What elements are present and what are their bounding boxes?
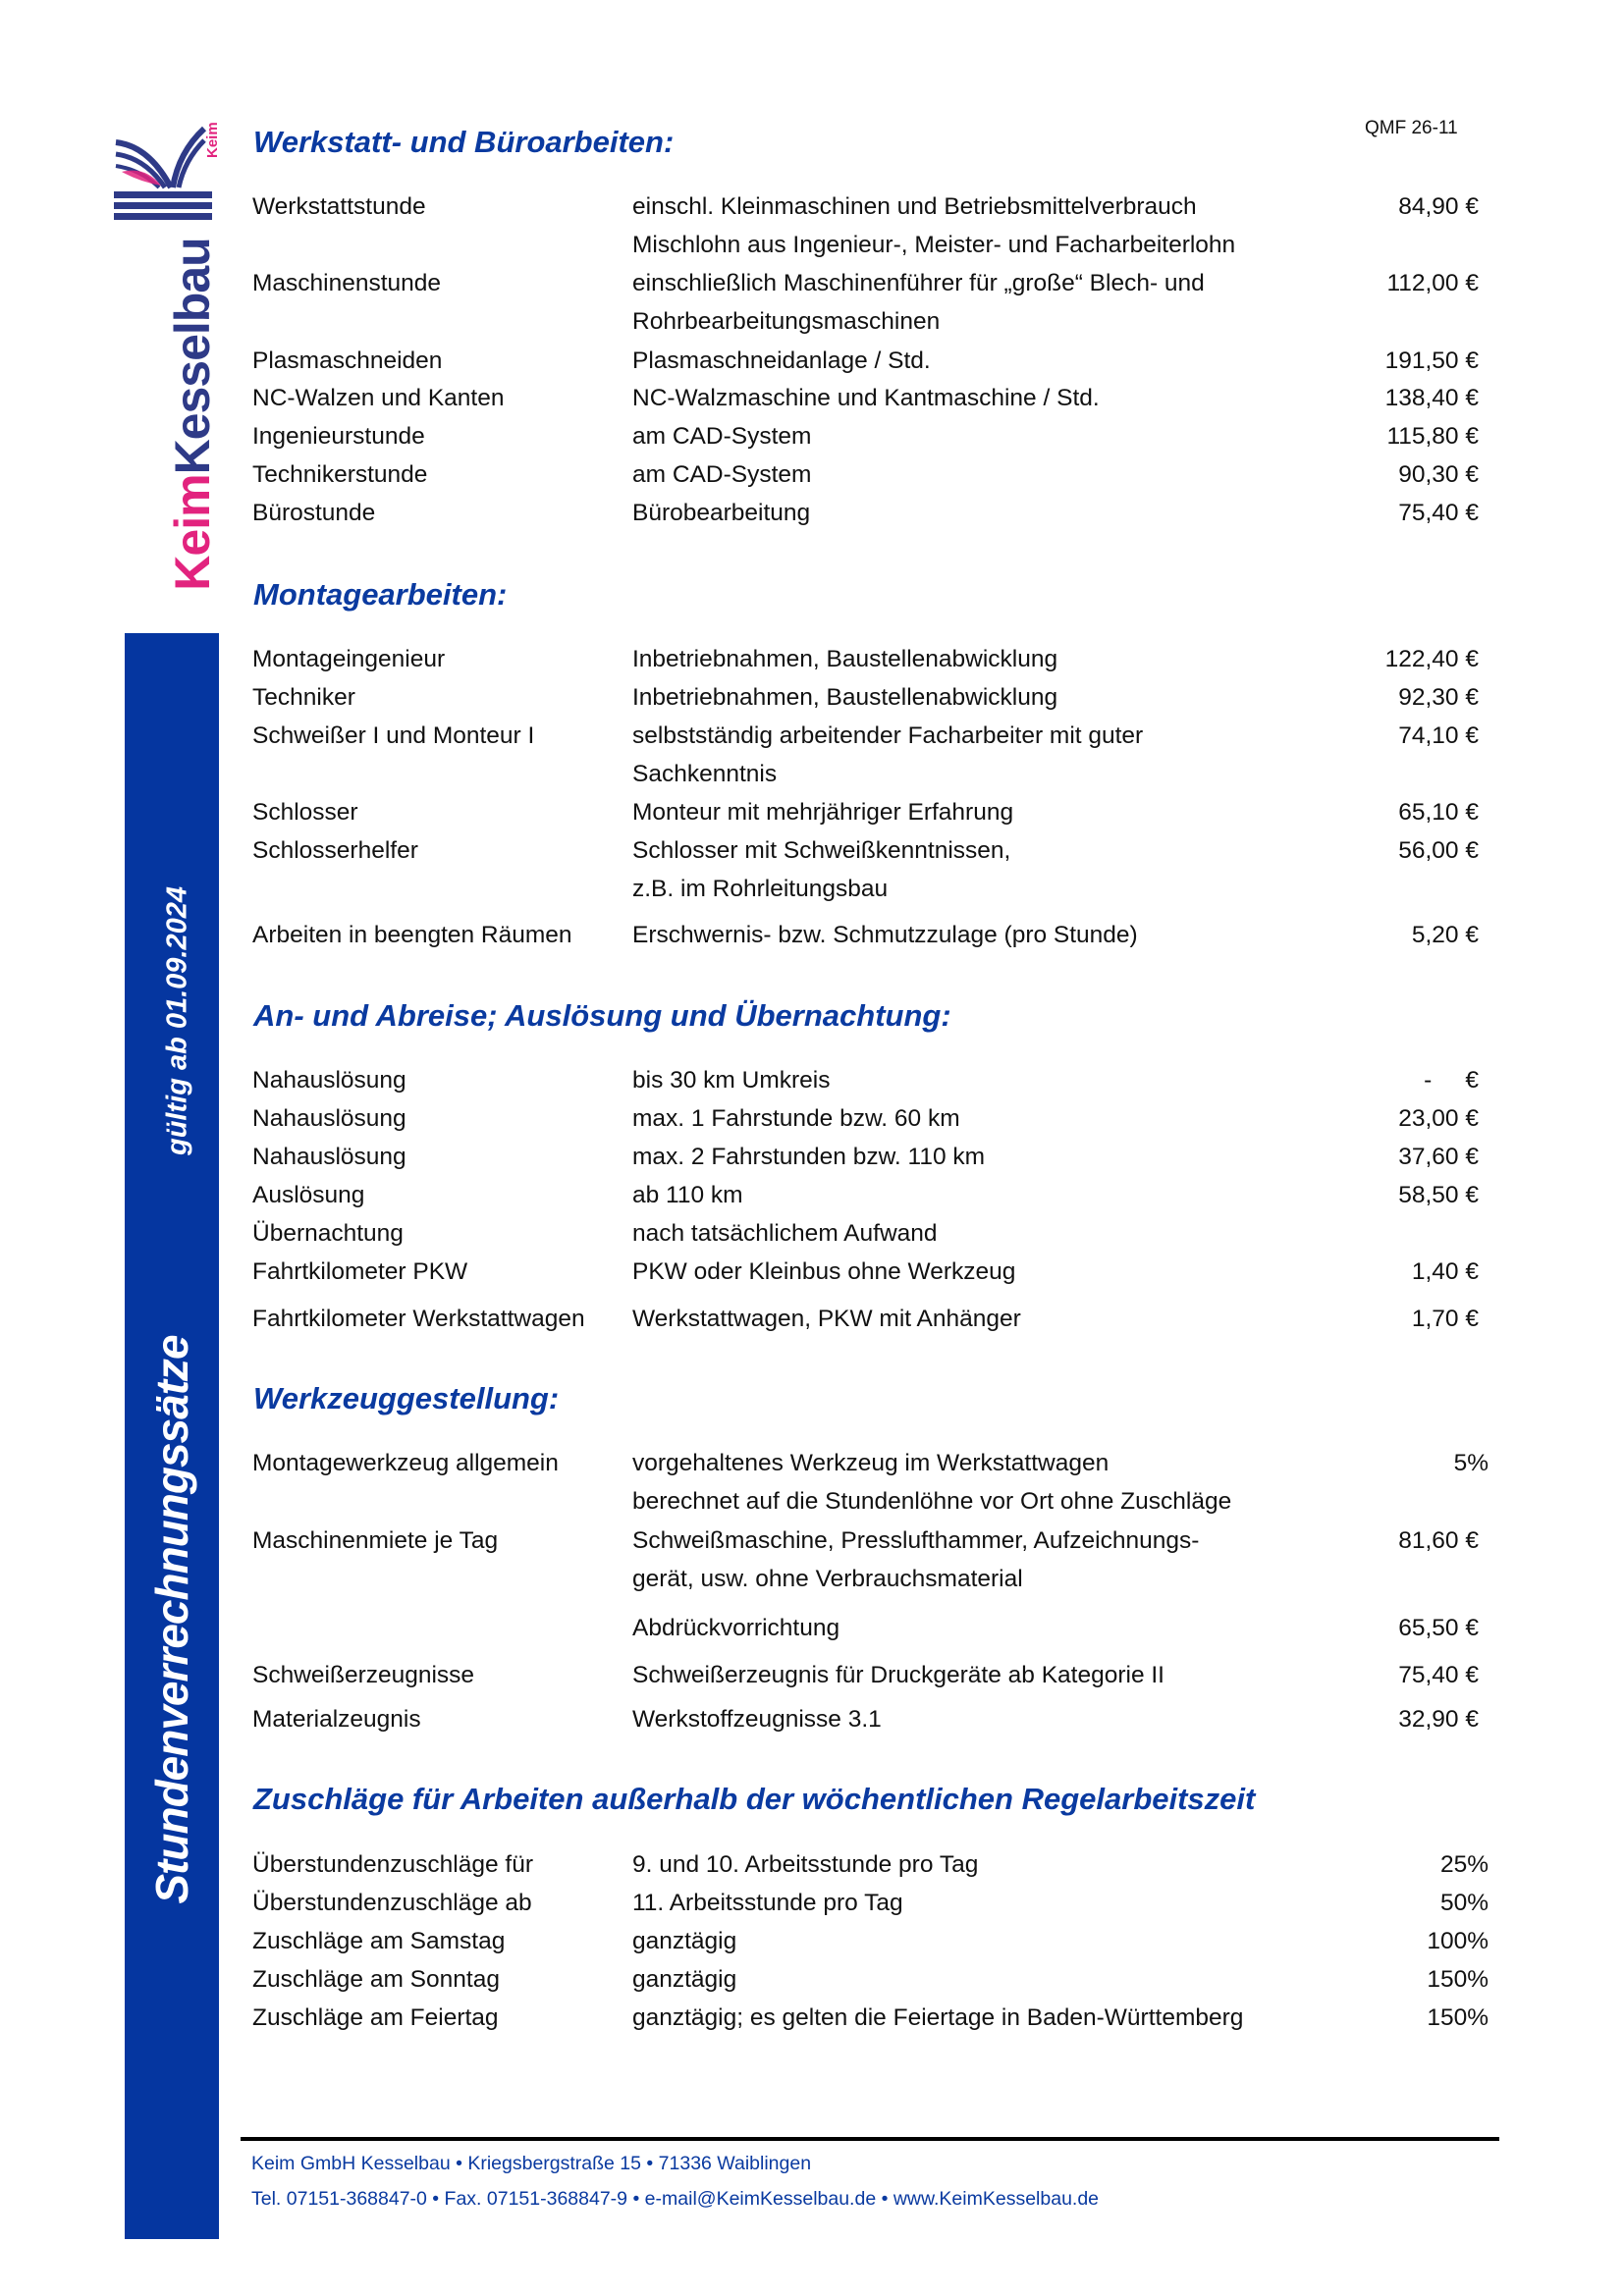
rate-row — [0, 1219, 1624, 1249]
rate-label: Bürostunde — [252, 500, 376, 526]
rate-row — [0, 1181, 1624, 1210]
rate-value: 37,60 € — [1398, 1144, 1479, 1170]
rate-value: - € — [1424, 1067, 1479, 1094]
rate-value: 122,40 € — [1384, 646, 1479, 672]
rate-value: 5% — [1453, 1450, 1489, 1476]
rate-row — [0, 460, 1624, 490]
rate-description: Schweißerzeugnis für Druckgeräte ab Kategorie II — [632, 1662, 1164, 1688]
rate-row — [0, 1526, 1624, 1556]
rate-description: selbstständig arbeitender Facharbeiter mit guter — [632, 722, 1144, 749]
rate-description: PKW oder Kleinbus ohne Werkzeug — [632, 1258, 1016, 1285]
rate-description: Mischlohn aus Ingenieur-, Meister- und Facharbeiterlohn — [632, 232, 1236, 258]
rate-value: 25% — [1439, 1851, 1489, 1878]
rate-value: 75,40 € — [1398, 1662, 1479, 1688]
rate-row — [0, 836, 1624, 866]
rate-row — [0, 760, 1624, 789]
rate-row — [0, 921, 1624, 950]
rate-value: 150% — [1427, 1966, 1489, 1993]
rate-description: Schweißmaschine, Presslufthammer, Aufzeichnungs- — [632, 1527, 1200, 1554]
rate-description: Erschwernis- bzw. Schmutzzulage (pro Stunde) — [632, 922, 1138, 948]
rate-description: z.B. im Rohrleitungsbau — [632, 876, 889, 902]
rate-value: 84,90 € — [1398, 193, 1479, 220]
rate-row — [0, 192, 1624, 222]
footer-divider — [241, 2137, 1499, 2141]
rate-value: 100% — [1427, 1928, 1489, 1954]
rate-row — [0, 1143, 1624, 1172]
rate-description: ganztägig — [632, 1966, 737, 1993]
logo-word-keim: Keim — [165, 474, 220, 591]
rate-description: einschl. Kleinmaschinen und Betriebsmittelverbrauch — [632, 193, 1197, 220]
rate-description: 9. und 10. Arbeitsstunde pro Tag — [632, 1851, 979, 1878]
rate-row — [0, 1257, 1624, 1287]
rate-label: Fahrtkilometer PKW — [252, 1258, 468, 1285]
rate-value: 74,10 € — [1398, 722, 1479, 749]
rate-value: 32,90 € — [1398, 1706, 1479, 1733]
rate-value: 138,40 € — [1384, 385, 1479, 411]
rate-value: 5,20 € — [1411, 922, 1479, 948]
rate-description: 11. Arbeitsstunde pro Tag — [632, 1890, 903, 1916]
rate-description: bis 30 km Umkreis — [632, 1067, 831, 1094]
rate-description: Abdrückvorrichtung — [632, 1615, 840, 1641]
rate-description: Monteur mit mehrjähriger Erfahrung — [632, 799, 1014, 826]
rate-row — [0, 875, 1624, 904]
section-heading: Zuschläge für Arbeiten außerhalb der wöchentlichen Regelarbeitszeit — [253, 1782, 1256, 1816]
rate-label: Schweißerzeugnisse — [252, 1662, 475, 1688]
rate-row — [0, 645, 1624, 674]
rate-row — [0, 1614, 1624, 1643]
rate-row — [0, 499, 1624, 528]
rate-label: Ingenieurstunde — [252, 423, 425, 450]
rate-description: Schlosser mit Schweißkenntnissen, — [632, 837, 1011, 864]
rate-description: Bürobearbeitung — [632, 500, 811, 526]
rate-label: Nahauslösung — [252, 1144, 406, 1170]
rate-row — [0, 1305, 1624, 1334]
rate-label: Schlosser — [252, 799, 358, 826]
rate-value: 90,30 € — [1398, 461, 1479, 488]
section-heading: Montagearbeiten: — [253, 577, 508, 612]
rate-row — [0, 721, 1624, 751]
rate-value: 65,50 € — [1398, 1615, 1479, 1641]
rate-description: Werkstoffzeugnisse 3.1 — [632, 1706, 882, 1733]
rate-label: Nahauslösung — [252, 1105, 406, 1132]
rate-value: 56,00 € — [1398, 837, 1479, 864]
rate-label: Fahrtkilometer Werkstattwagen — [252, 1306, 585, 1332]
rate-row — [0, 347, 1624, 376]
rate-description: Rohrbearbeitungsmaschinen — [632, 308, 941, 335]
rate-row — [0, 1661, 1624, 1690]
rate-label: Technikerstunde — [252, 461, 428, 488]
rate-label: Maschinenmiete je Tag — [252, 1527, 499, 1554]
rate-description: NC-Walzmaschine und Kantmaschine / Std. — [632, 385, 1100, 411]
rate-row — [0, 422, 1624, 452]
footer-contact: Tel. 07151-368847-0 • Fax. 07151-368847-9 • e-mail@KeimKesselbau.de • www.KeimKesselbau.de — [251, 2188, 1100, 2210]
rate-label: Werkstattstunde — [252, 193, 426, 220]
document-side-title: Stundenverrechnungssätze — [146, 1335, 197, 1904]
rate-value: 92,30 € — [1398, 684, 1479, 711]
rate-value: 81,60 € — [1398, 1527, 1479, 1554]
rate-value: 150% — [1427, 2004, 1489, 2031]
section-heading: Werkstatt- und Büroarbeiten: — [253, 125, 675, 159]
rate-label: Überstundenzuschläge für — [252, 1851, 534, 1878]
rate-description: nach tatsächlichem Aufwand — [632, 1220, 938, 1247]
rate-description: gerät, usw. ohne Verbrauchsmaterial — [632, 1566, 1023, 1592]
rate-label: NC-Walzen und Kanten — [252, 385, 505, 411]
rate-row — [0, 1449, 1624, 1478]
rate-row — [0, 1965, 1624, 1995]
rate-description: max. 2 Fahrstunden bzw. 110 km — [632, 1144, 986, 1170]
rate-description: am CAD-System — [632, 461, 812, 488]
rate-description: am CAD-System — [632, 423, 812, 450]
rate-description: Inbetriebnahmen, Baustellenabwicklung — [632, 646, 1058, 672]
rate-value: 1,40 € — [1411, 1258, 1479, 1285]
rate-label: Schlosserhelfer — [252, 837, 418, 864]
logo-word-kesselbau: Kesselbau — [165, 238, 220, 475]
rate-row — [0, 1487, 1624, 1517]
rate-description: vorgehaltenes Werkzeug im Werkstattwagen — [632, 1450, 1110, 1476]
rate-row — [0, 1889, 1624, 1918]
rate-label: Techniker — [252, 684, 355, 711]
section-heading: Werkzeuggestellung: — [253, 1381, 560, 1415]
rate-label: Auslösung — [252, 1182, 365, 1208]
rate-value: 75,40 € — [1398, 500, 1479, 526]
rate-description: max. 1 Fahrstunde bzw. 60 km — [632, 1105, 960, 1132]
rate-value: 50% — [1439, 1890, 1489, 1916]
rate-row — [0, 1565, 1624, 1594]
rate-value: 23,00 € — [1398, 1105, 1479, 1132]
rate-label: Maschinenstunde — [252, 270, 442, 296]
rate-label: Überstundenzuschläge ab — [252, 1890, 532, 1916]
validity-date: gültig ab 01.09.2024 — [161, 885, 193, 1156]
rate-value: 58,50 € — [1398, 1182, 1479, 1208]
rate-row — [0, 1066, 1624, 1095]
rate-row — [0, 1104, 1624, 1134]
rate-description: Werkstattwagen, PKW mit Anhänger — [632, 1306, 1021, 1332]
rate-value: 65,10 € — [1398, 799, 1479, 826]
rate-label: Zuschläge am Feiertag — [252, 2004, 499, 2031]
rate-description: Inbetriebnahmen, Baustellenabwicklung — [632, 684, 1058, 711]
logo-mark-text: Keim — [204, 122, 221, 158]
rate-value: 115,80 € — [1386, 423, 1479, 450]
rate-row — [0, 269, 1624, 298]
rate-row — [0, 307, 1624, 337]
rate-row — [0, 683, 1624, 713]
rate-row — [0, 2003, 1624, 2033]
rate-label: Plasmaschneiden — [252, 347, 443, 374]
rate-description: ganztägig — [632, 1928, 737, 1954]
rate-description: Plasmaschneidanlage / Std. — [632, 347, 931, 374]
rate-description: ganztägig; es gelten die Feiertage in Baden-Württemberg — [632, 2004, 1244, 2031]
rate-label: Materialzeugnis — [252, 1706, 421, 1733]
rate-label: Schweißer I und Monteur I — [252, 722, 535, 749]
rate-label: Zuschläge am Samstag — [252, 1928, 506, 1954]
rate-value: 112,00 € — [1386, 270, 1479, 296]
rate-label: Montageingenieur — [252, 646, 446, 672]
rate-row — [0, 1927, 1624, 1956]
rate-description: einschließlich Maschinenführer für „große“ Blech- und — [632, 270, 1205, 296]
rate-label: Übernachtung — [252, 1220, 404, 1247]
rate-value: 191,50 € — [1384, 347, 1479, 374]
rate-description: Sachkenntnis — [632, 761, 778, 787]
rate-label: Montagewerkzeug allgemein — [252, 1450, 559, 1476]
rate-description: berechnet auf die Stundenlöhne vor Ort ohne Zuschläge — [632, 1488, 1232, 1515]
rate-row — [0, 384, 1624, 413]
form-code: QMF 26-11 — [1365, 118, 1458, 138]
rate-row — [0, 798, 1624, 828]
rate-row — [0, 231, 1624, 260]
rate-row — [0, 1850, 1624, 1880]
rate-label: Arbeiten in beengten Räumen — [252, 922, 572, 948]
rate-row — [0, 1705, 1624, 1735]
rate-label: Zuschläge am Sonntag — [252, 1966, 500, 1993]
rate-value: 1,70 € — [1411, 1306, 1479, 1332]
footer-address: Keim GmbH Kesselbau • Kriegsbergstraße 15 • 71336 Waiblingen — [251, 2153, 812, 2174]
section-heading: An- und Abreise; Auslösung und Übernachtung: — [253, 998, 951, 1033]
rate-label: Nahauslösung — [252, 1067, 406, 1094]
rate-description: ab 110 km — [632, 1182, 743, 1208]
